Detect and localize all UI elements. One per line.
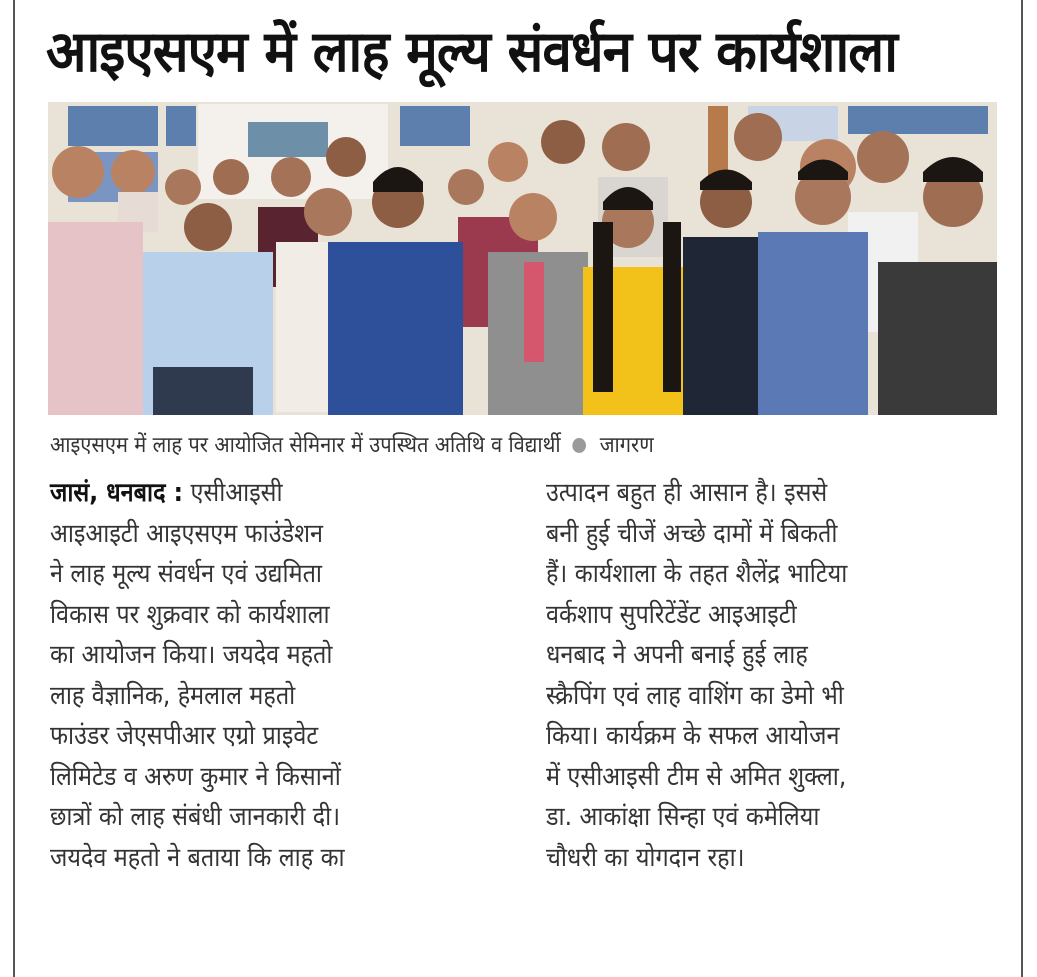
body-line: लिमिटेड व अरुण कुमार ने किसानों	[50, 761, 341, 792]
body-line: वर्कशाप सुपरिटेंडेंट आइआइटी	[546, 599, 797, 630]
column-rule-left	[13, 0, 15, 977]
body-line: हैं। कार्यशाला के तहत शैलेंद्र भाटिया	[546, 559, 848, 589]
body-line: जासं, धनबाद : एसीआइसी	[50, 478, 283, 508]
body-line: डा. आकांक्षा सिन्हा एवं कमेलिया	[546, 802, 820, 832]
caption-text: आइएसएम में लाह पर आयोजित सेमिनार में उपस्थित अतिथि व विद्यार्थी	[50, 433, 561, 458]
body-line: में एसीआइसी टीम से अमित शुक्ला,	[546, 761, 847, 792]
article-column-right	[546, 473, 1016, 878]
body-line: फाउंडर जेएसपीआर एग्रो प्राइवेट	[50, 721, 319, 751]
body-line: धनबाद ने अपनी बनाई हुई लाह	[546, 640, 808, 670]
bullet-icon	[572, 438, 586, 453]
photo-credit: जागरण	[599, 433, 654, 458]
body-line: छात्रों को लाह संबंधी जानकारी दी।	[50, 802, 341, 832]
body-line: जयदेव महतो ने बताया कि लाह का	[50, 842, 345, 873]
body-line: किया। कार्यक्रम के सफल आयोजन	[546, 721, 840, 751]
body-line: का आयोजन किया। जयदेव महतो	[50, 640, 333, 670]
body-line: स्क्रैपिंग एवं लाह वाशिंग का डेमो भी	[546, 680, 844, 711]
body-line: चौधरी का योगदान रहा।	[546, 842, 745, 873]
dateline: जासं, धनबाद :	[50, 478, 184, 508]
photo-caption	[50, 429, 924, 463]
article-photo	[48, 102, 997, 415]
body-line: लाह वैज्ञानिक, हेमलाल महतो	[50, 680, 296, 711]
column-rule-right	[1021, 0, 1023, 977]
body-line: उत्पादन बहुत ही आसान है। इससे	[546, 478, 828, 508]
body-line: बनी हुई चीजें अच्छे दामों में बिकती	[546, 518, 838, 549]
body-line: ने लाह मूल्य संवर्धन एवं उद्यमिता	[50, 559, 322, 589]
article-headline: आइएसएम में लाह मूल्य संवर्धन पर कार्यशाला	[46, 19, 898, 85]
article-column-left	[50, 473, 520, 878]
group-photo-illustration	[48, 102, 997, 415]
body-line: आइआइटी आइएसएम फाउंडेशन	[50, 518, 323, 549]
body-line: विकास पर शुक्रवार को कार्यशाला	[50, 599, 330, 630]
